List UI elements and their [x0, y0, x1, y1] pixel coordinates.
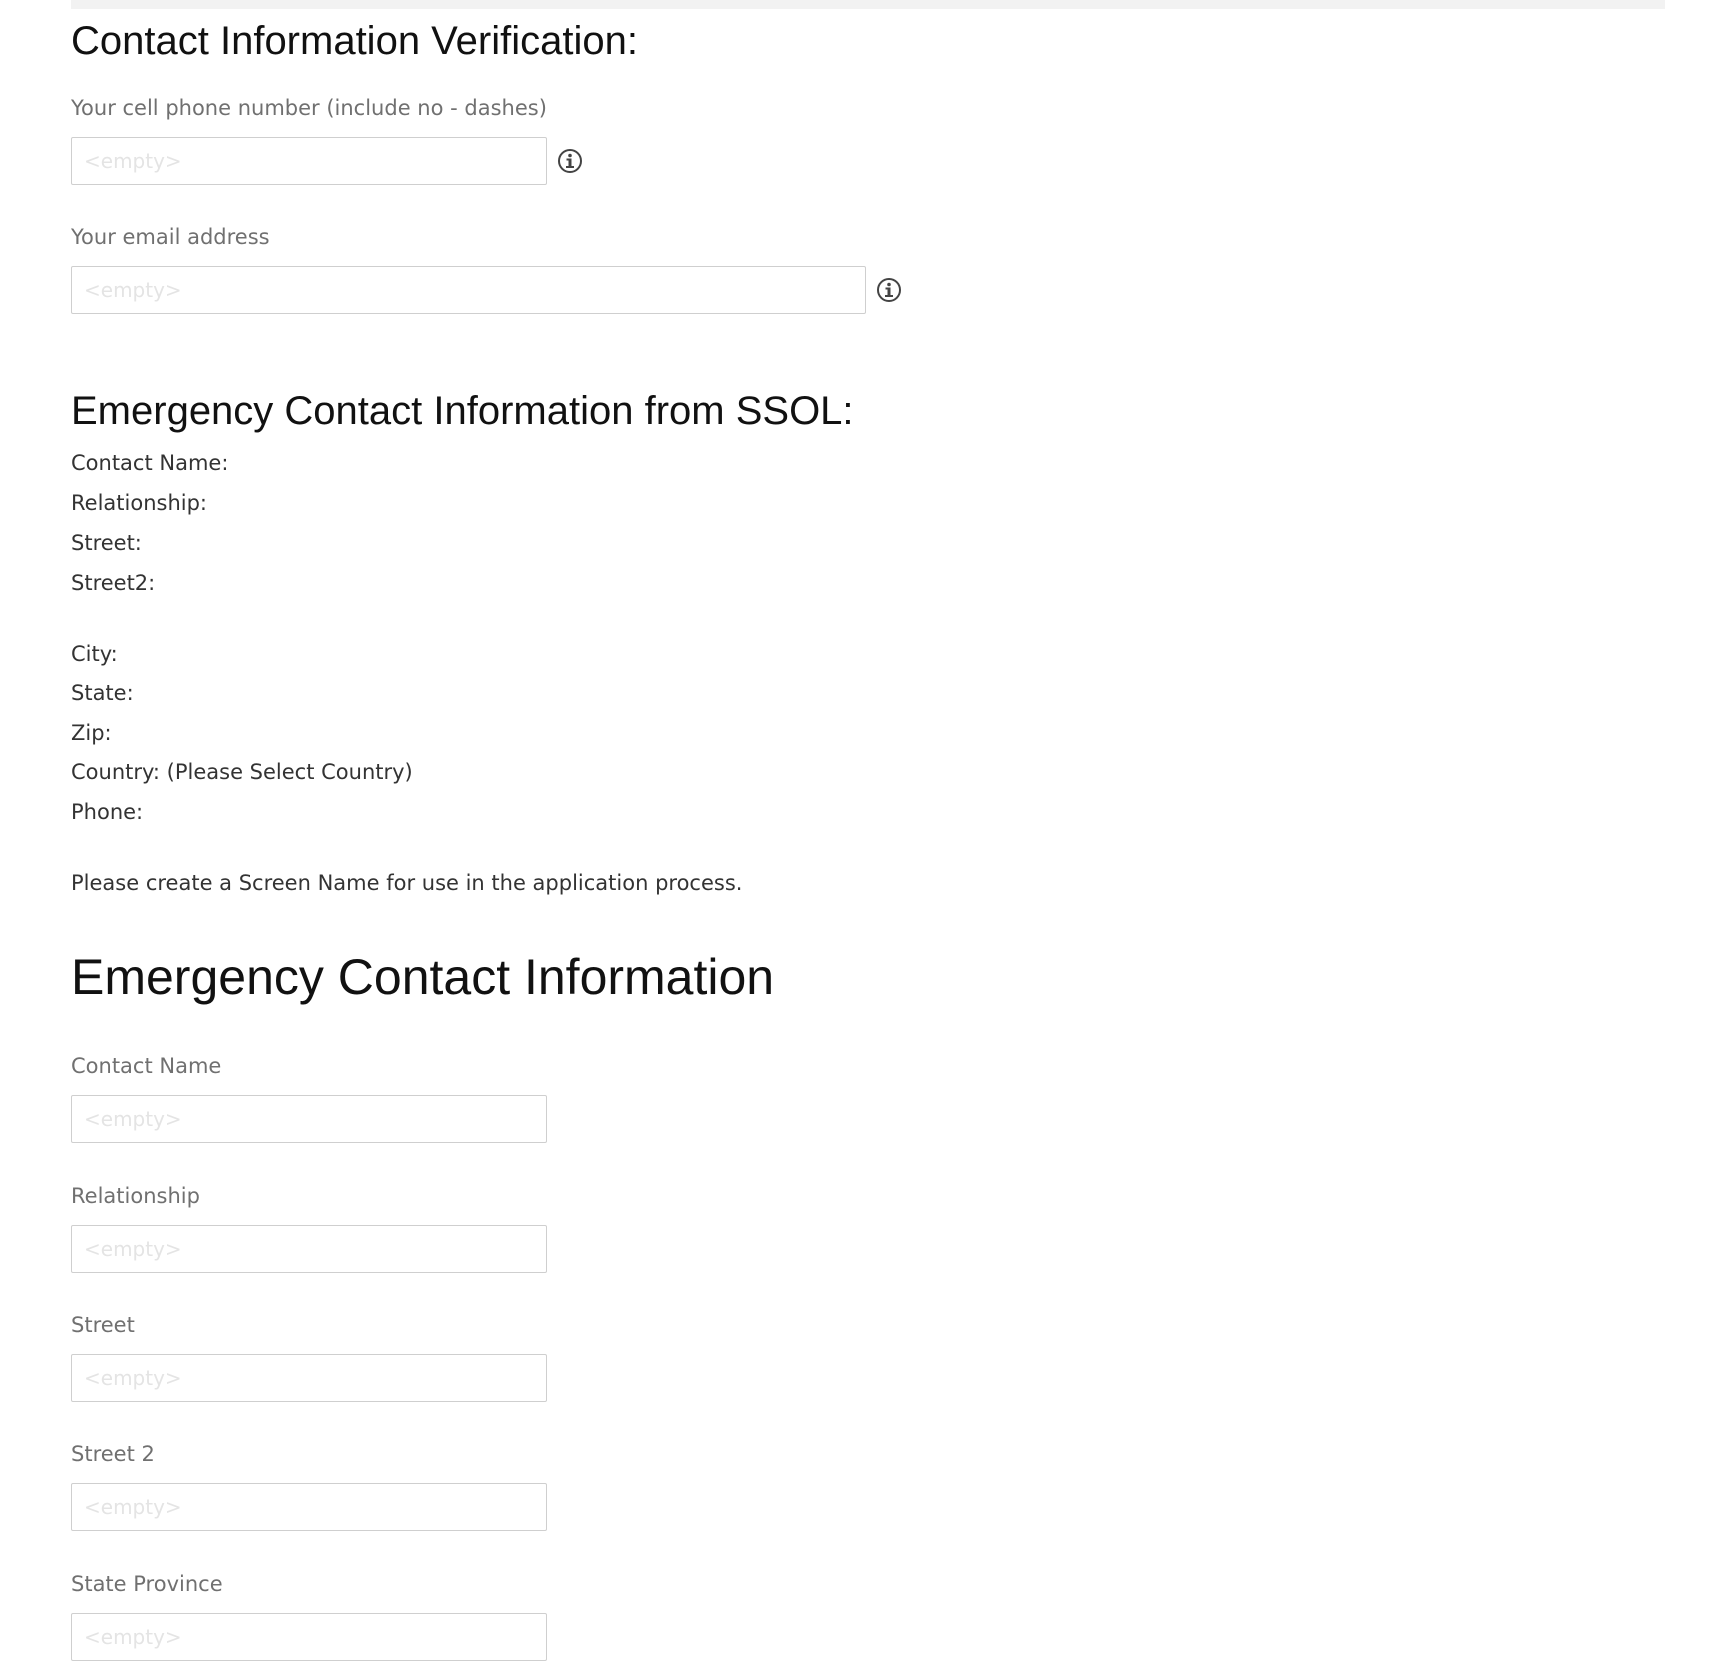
street-input[interactable]	[71, 1354, 547, 1402]
cell-phone-input[interactable]	[71, 137, 547, 185]
ssol-city-label: City:	[71, 642, 118, 666]
ssol-country-label: Country: (Please Select Country)	[71, 760, 413, 784]
email-info-icon[interactable]	[876, 277, 902, 303]
info-circle-icon	[876, 277, 902, 303]
ssol-contact-name-label: Contact Name:	[71, 451, 229, 475]
info-circle-icon	[557, 148, 583, 174]
ssol-state-label: State:	[71, 681, 134, 705]
ssol-street2-label: Street2:	[71, 571, 156, 595]
contact-verification-heading: Contact Information Verification:	[71, 19, 638, 63]
emergency-form-heading: Emergency Contact Information	[71, 949, 775, 1005]
relationship-label: Relationship	[71, 1184, 200, 1208]
ssol-relationship-label: Relationship:	[71, 491, 207, 515]
top-divider-bar	[71, 0, 1665, 9]
street2-label: Street 2	[71, 1442, 155, 1466]
ssol-emergency-heading: Emergency Contact Information from SSOL:	[71, 389, 854, 433]
relationship-input[interactable]	[71, 1225, 547, 1273]
ssol-street-label: Street:	[71, 531, 142, 555]
cell-phone-label: Your cell phone number (include no - dashes)	[71, 96, 547, 120]
cell-phone-info-icon[interactable]	[557, 148, 583, 174]
email-input[interactable]	[71, 266, 866, 314]
screen-name-note: Please create a Screen Name for use in the application process.	[71, 871, 743, 895]
contact-name-label: Contact Name	[71, 1054, 222, 1078]
ssol-zip-label: Zip:	[71, 721, 112, 745]
ssol-phone-label: Phone:	[71, 800, 144, 824]
contact-name-input[interactable]	[71, 1095, 547, 1143]
email-label: Your email address	[71, 225, 270, 249]
state-province-label: State Province	[71, 1572, 223, 1596]
street-label: Street	[71, 1313, 135, 1337]
state-province-input[interactable]	[71, 1613, 547, 1661]
street2-input[interactable]	[71, 1483, 547, 1531]
